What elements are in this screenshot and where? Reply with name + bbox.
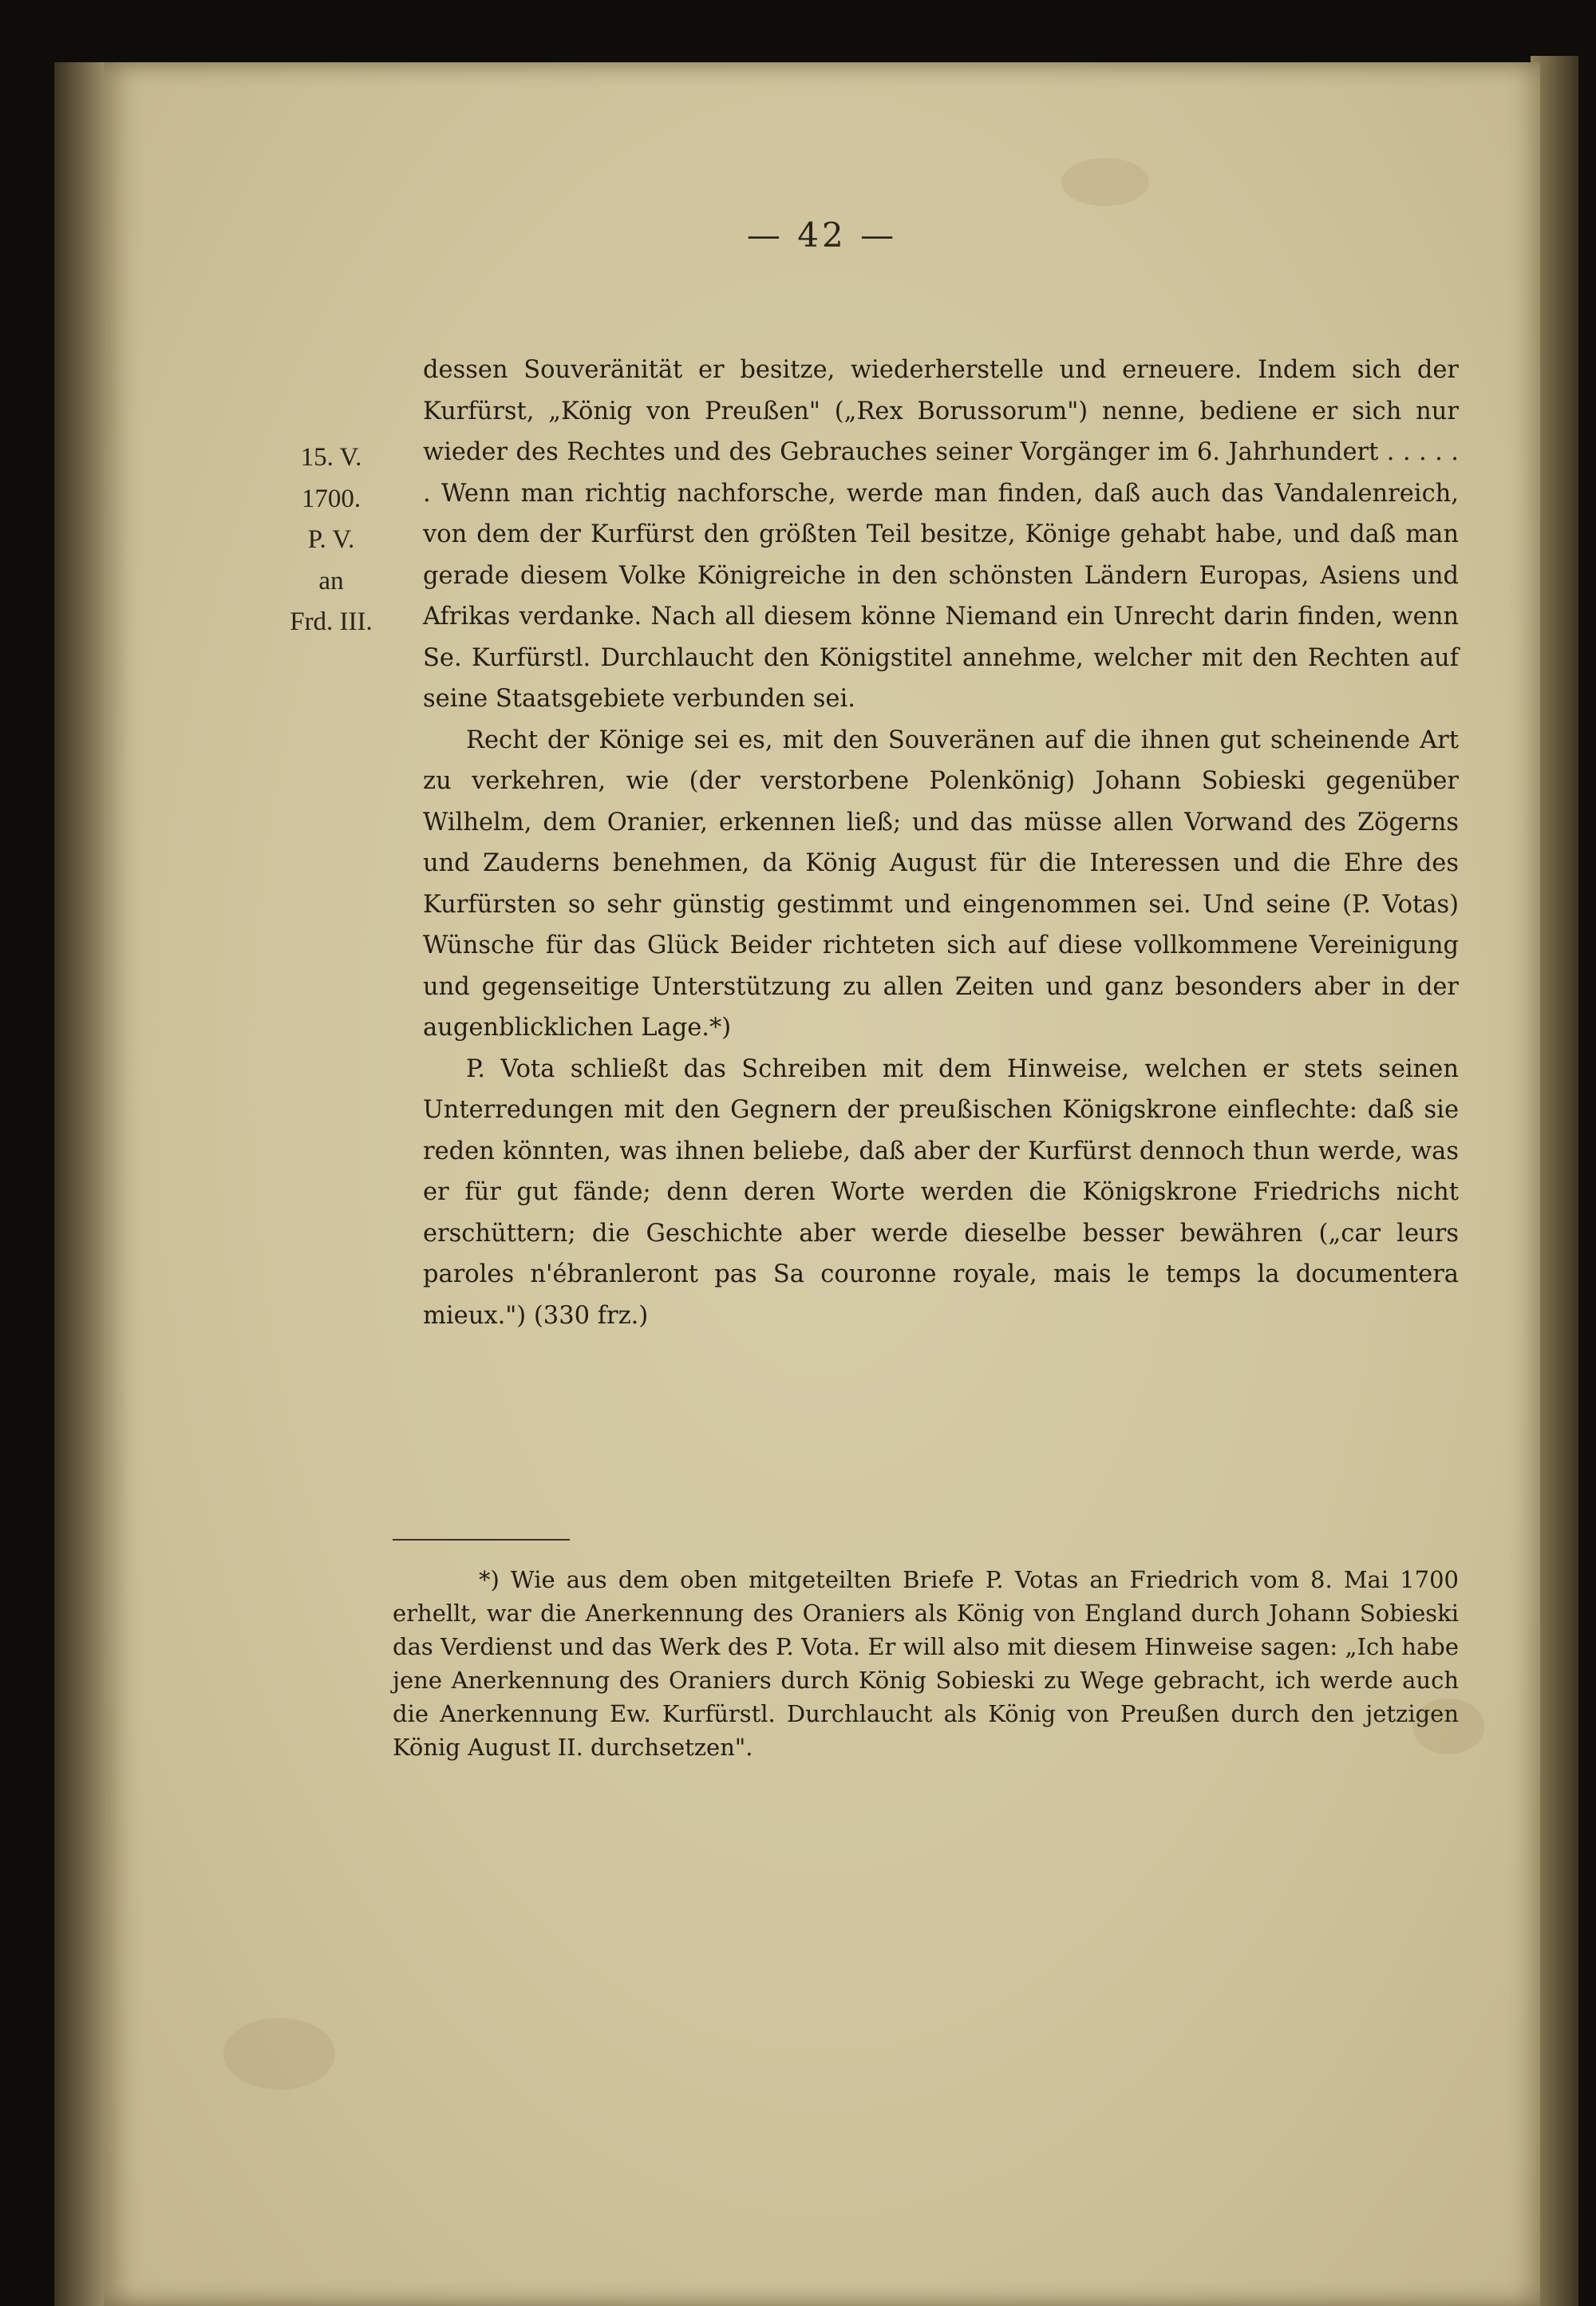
margin-note bbox=[268, 437, 394, 643]
margin-note-line: 1700. bbox=[301, 484, 361, 513]
margin-note-line: an bbox=[318, 566, 344, 595]
body-paragraph: P. Vota schließt das Schreiben mit dem Hinweise, welchen er stets seinen Unterredungen mit den Gegnern der preußischen Königskrone einflechte: daß sie reden könnten, was ihnen beliebe, daß aber der Kurfürst dennoch thun werde, was er für gut fände; denn deren Worte werden die Königskrone Friedrichs nicht erschüttern; die Geschichte aber werde dieselbe besser bewähren („car leurs paroles n'ébranleront pas Sa couronne royale, mais le temps la documentera mieux.") (330 frz.) bbox=[423, 1054, 1459, 1330]
margin-note-line: Frd. III. bbox=[290, 607, 373, 636]
footnote: *) Wie aus dem oben mitgeteilten Briefe P. Votas an Friedrich vom 8. Mai 1700 erhellt, war die Anerkennung des Oraniers als König von England durch Johann Sobieski das Verdienst und das Werk des P. Vota. Er will also mit diesem Hinweise sagen: „Ich habe jene Anerkennung des Oraniers durch König Sobieski zu Wege gebracht, ich werde auch die Anerkennung Ew. Kurfürstl. Durchlaucht als König von Preußen durch den jetzigen König August II. durchsetzen". bbox=[393, 1566, 1459, 1761]
body-paragraph: dessen Souveränität er besitze, wiederherstelle und erneuere. Indem sich der Kurfürst, „König von Preußen" („Rex Borussorum") nenne, bediene er sich nur wieder des Rechtes und des Gebrauches seiner Vorgänger im 6. Jahrhundert . . . . . . Wenn man richtig nachforsche, werde man finden, daß auch das Vandalenreich, von dem der Kurfürst den größten Teil besitze, Könige gehabt habe, und daß man gerade diesem Volke Königreiche in den schönsten Ländern Europas, Asiens und Afrikas verdanke. Nach all diesem könne Niemand ein Unrecht darin finden, wenn Se. Kurfürstl. Durchlaucht den Königstitel annehme, welcher mit den Rechten auf seine Staatsgebiete verbunden sei. bbox=[423, 356, 1459, 713]
page-number: — 42 — bbox=[746, 216, 898, 255]
paper-stain bbox=[223, 2018, 335, 2090]
body-paragraph: Recht der Könige sei es, mit den Souveränen auf die ihnen gut scheinende Art zu verkehren, wie (der verstorbene Polenkönig) Johann Sobieski gegenüber Wilhelm, dem Oranier, erkennen ließ; und das müsse allen Vorwand des Zögerns und Zauderns benehmen, da König August für die Interessen und die Ehre des Kurfürsten so sehr günstig gestimmt und eingenommen sei. Und seine (P. Votas) Wünsche für das Glück Beider richteten sich auf diese vollkommene Vereinigung und gegenseitige Unterstützung zu allen Zeiten und ganz besonders aber in der augenblicklichen Lage.*) bbox=[423, 726, 1459, 1042]
paper-stain bbox=[1061, 158, 1149, 206]
main-text bbox=[423, 350, 1459, 1336]
margin-note-line: P. V. bbox=[307, 525, 355, 554]
footnote-divider bbox=[393, 1539, 570, 1541]
margin-note-line: 15. V. bbox=[300, 443, 362, 472]
book-page bbox=[104, 62, 1540, 2306]
book-gutter-edge bbox=[54, 62, 110, 2306]
